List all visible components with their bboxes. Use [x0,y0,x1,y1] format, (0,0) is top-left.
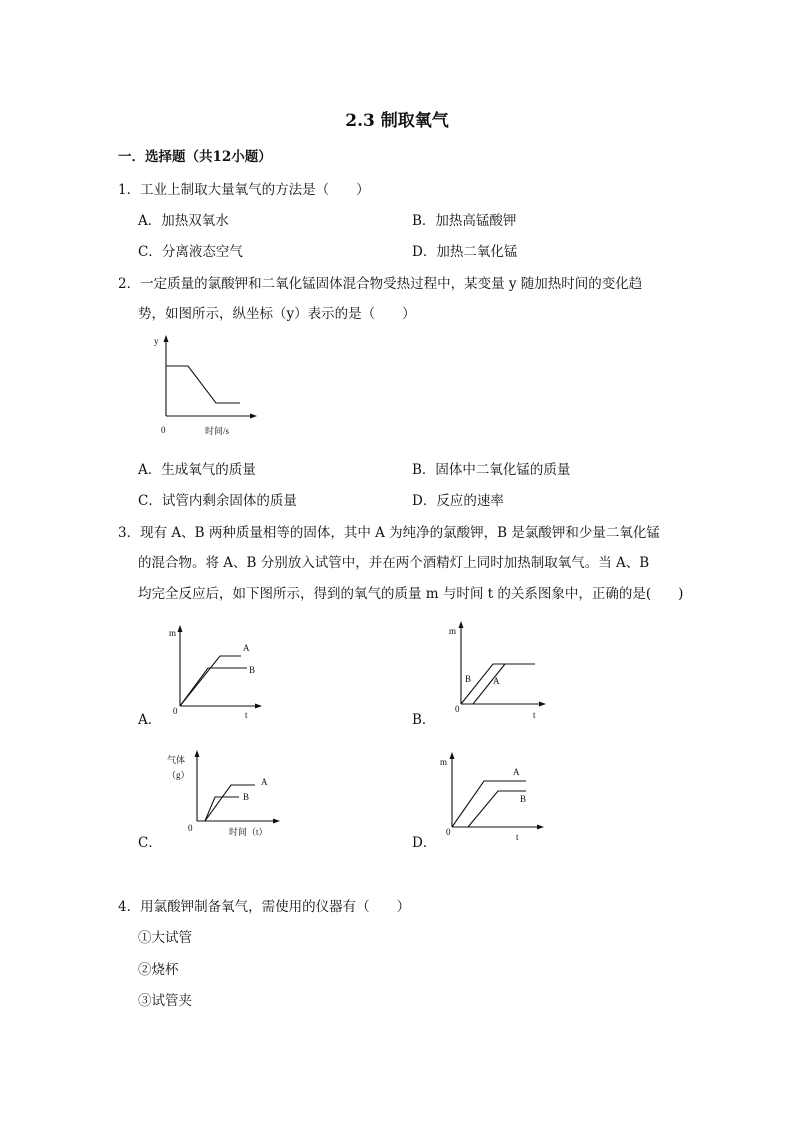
y-axis-arrow [195,750,200,757]
series-label-1: A [261,777,268,787]
question-3-graph-c [165,745,285,845]
series-label-2: B [520,794,527,804]
question-4-item-2: ②烧杯 [138,962,179,978]
y-axis-arrow [178,625,183,632]
series-label-1: A [513,767,520,777]
x-axis-arrow [539,702,546,707]
question-2-option-b[interactable]: B．固体中二氧化锰的质量 [412,462,571,478]
y-axis-label: m [440,757,448,767]
question-2-option-a[interactable]: A．生成氧气的质量 [138,462,256,478]
curve-b [180,668,247,706]
question-2-graph [150,332,260,442]
series-label-2: B [243,792,250,802]
origin-label: 0 [161,425,166,435]
y-axis-label-line-2: （g） [167,770,190,780]
curve-a [197,785,255,821]
question-3-graph-b [445,618,555,728]
question-4-item-1: ①大试管 [138,930,192,946]
question-3-option-a[interactable]: A． [138,712,162,728]
section-heading: 一．选择题（共12小题） [118,149,272,165]
question-3-option-c[interactable]: C． [138,835,162,851]
question-3-stem-line-3: 均完全反应后，如下图所示，得到的氧气的质量 m 与时间 t 的关系图象中，正确的是( ) [138,586,684,602]
origin-label: 0 [455,704,460,714]
x-axis-arrow [537,825,544,830]
y-axis-arrow [450,752,455,759]
question-2-option-c[interactable]: C．试管内剩余固体的质量 [138,493,297,509]
x-axis-label: t [516,832,519,842]
y-axis-arrow [459,621,464,628]
origin-label: 0 [446,827,451,837]
y-axis-label: m [169,628,177,638]
y-axis-label: y [154,336,159,346]
series-label-2: B [249,665,256,675]
y-axis-label-line-1: 气体 [167,755,186,765]
y-axis-arrow [164,335,169,342]
question-3-option-b[interactable]: B． [412,712,436,728]
question-1-option-a[interactable]: A．加热双氧水 [138,213,229,229]
question-2-option-d[interactable]: D．反应的速率 [412,493,504,509]
question-2-stem-line-1: 2．一定质量的氯酸钾和二氧化锰固体混合物受热过程中，某变量 y 随加热时间的变化趋 [118,276,643,292]
curve-b [468,791,526,827]
question-3-stem-line-2: 的混合物。将 A、B 分别放入试管中，并在两个酒精灯上同时加热制取氧气。当 A、B [138,555,650,571]
series-label-2: A [493,676,500,686]
series-label-1: A [243,643,250,653]
question-4-item-3: ③试管夹 [138,993,192,1009]
x-axis-arrow [250,414,257,419]
x-axis-label: 时间（t） [229,827,268,837]
question-4-stem: 4．用氯酸钾制备氧气，需使用的仪器有（ ） [118,899,411,915]
page-title: 2.3 制取氧气 [345,111,449,131]
question-3-option-d[interactable]: D． [412,835,437,851]
question-1-option-b[interactable]: B．加热高锰酸钾 [412,213,517,229]
origin-label: 0 [173,706,178,716]
question-3-graph-d [440,745,550,845]
y-axis-label: m [449,626,457,636]
question-1-option-d[interactable]: D．加热二氧化锰 [412,244,518,260]
question-1-option-c[interactable]: C．分离液态空气 [138,244,243,260]
curve-b [205,797,239,821]
x-axis-label: 时间/s [205,426,230,436]
x-axis-arrow [273,819,280,824]
question-3-stem-line-1: 3．现有 A、B 两种质量相等的固体，其中 A 为纯净的氯酸钾，B 是氯酸钾和少量二氧化锰 [118,525,660,541]
curve-a [180,656,241,706]
x-axis-arrow [255,704,262,709]
curve-a [452,781,526,827]
origin-label: 0 [188,823,193,833]
x-axis-label: t [533,710,536,720]
question-1-stem: 1．工业上制取大量氧气的方法是（ ） [118,182,370,198]
series-label-1: B [465,674,472,684]
curve-a [473,664,505,704]
question-2-stem-line-2: 势，如图所示，纵坐标（y）表示的是（ ） [138,306,416,322]
question-3-graph-a [165,618,275,728]
x-axis-label: t [245,710,248,720]
curve-y [166,366,240,403]
